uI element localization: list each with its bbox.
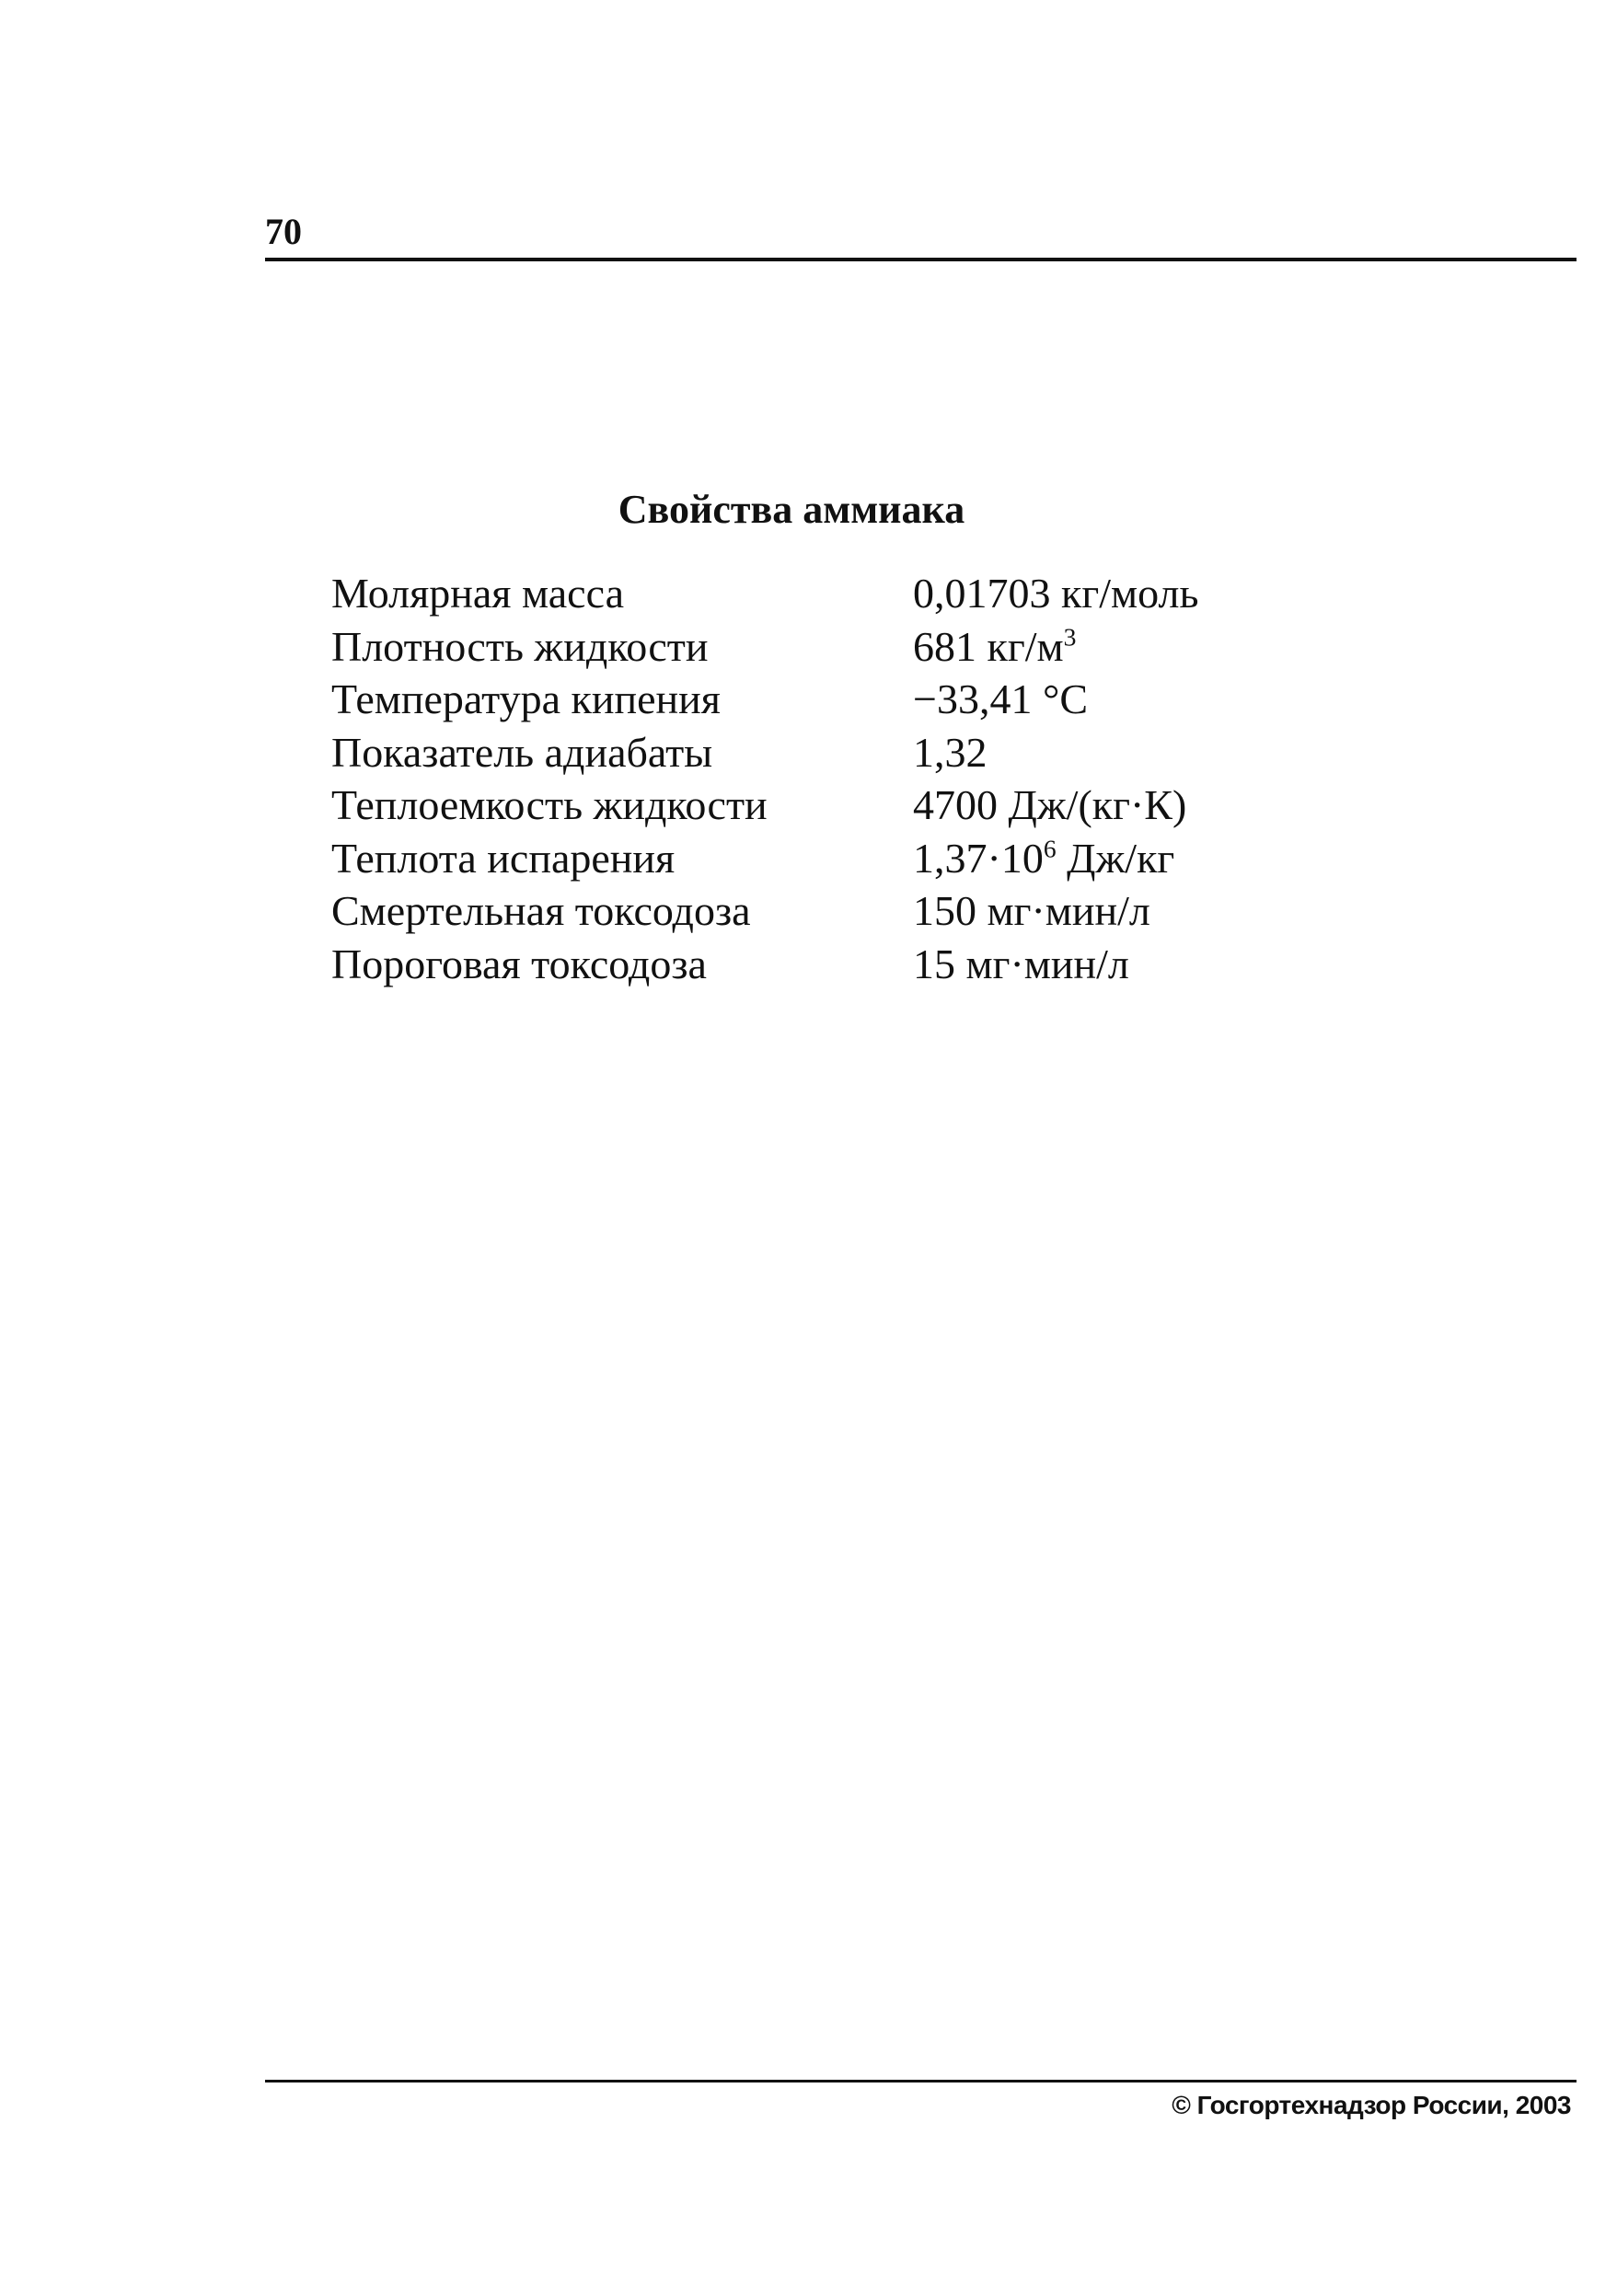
property-value: [913, 832, 1198, 885]
property-value: −33,41 °С: [913, 675, 1089, 722]
property-row: [331, 938, 1198, 991]
property-value: 0,01703 кг/моль: [913, 570, 1199, 617]
header-rule: [265, 258, 1577, 261]
page-number: 70: [265, 211, 302, 252]
footer-copyright: © Госгортехнадзор России, 2003: [1172, 2091, 1571, 2119]
footer-rule: [265, 2080, 1577, 2083]
property-row: [331, 620, 1198, 674]
property-value: 15 мг·мин/л: [913, 940, 1129, 987]
section-title: Свойства аммиака: [618, 487, 965, 532]
property-row: [331, 832, 1198, 885]
property-value-unit: Дж/кг: [1056, 834, 1175, 882]
property-value: 4700 Дж/(кг·К): [913, 781, 1187, 828]
property-row: [331, 884, 1198, 938]
property-value-exponent: 3: [1063, 622, 1077, 652]
property-value-exponent: 6: [1043, 834, 1057, 863]
property-name: Показатель адиабаты: [331, 728, 713, 776]
property-row: [331, 726, 1198, 779]
property-name: Молярная масса: [331, 570, 624, 617]
property-name: Теплота испарения: [331, 834, 676, 882]
property-value: 150 мг·мин/л: [913, 887, 1150, 934]
property-value-main: 1,37·10: [913, 834, 1044, 882]
property-value: [913, 620, 1198, 674]
property-name: Температура кипения: [331, 675, 721, 722]
property-name: Теплоемкость жидкости: [331, 781, 768, 828]
property-row: [331, 673, 1198, 726]
properties-table: [331, 567, 1198, 990]
property-row: [331, 779, 1198, 832]
property-name: Плотность жидкости: [331, 622, 709, 670]
property-name: Смертельная токсодоза: [331, 887, 751, 934]
property-row: [331, 567, 1198, 620]
property-value-main: 681 кг/м: [913, 622, 1064, 670]
property-name: Пороговая токсодоза: [331, 940, 707, 987]
property-value: 1,32: [913, 728, 988, 776]
